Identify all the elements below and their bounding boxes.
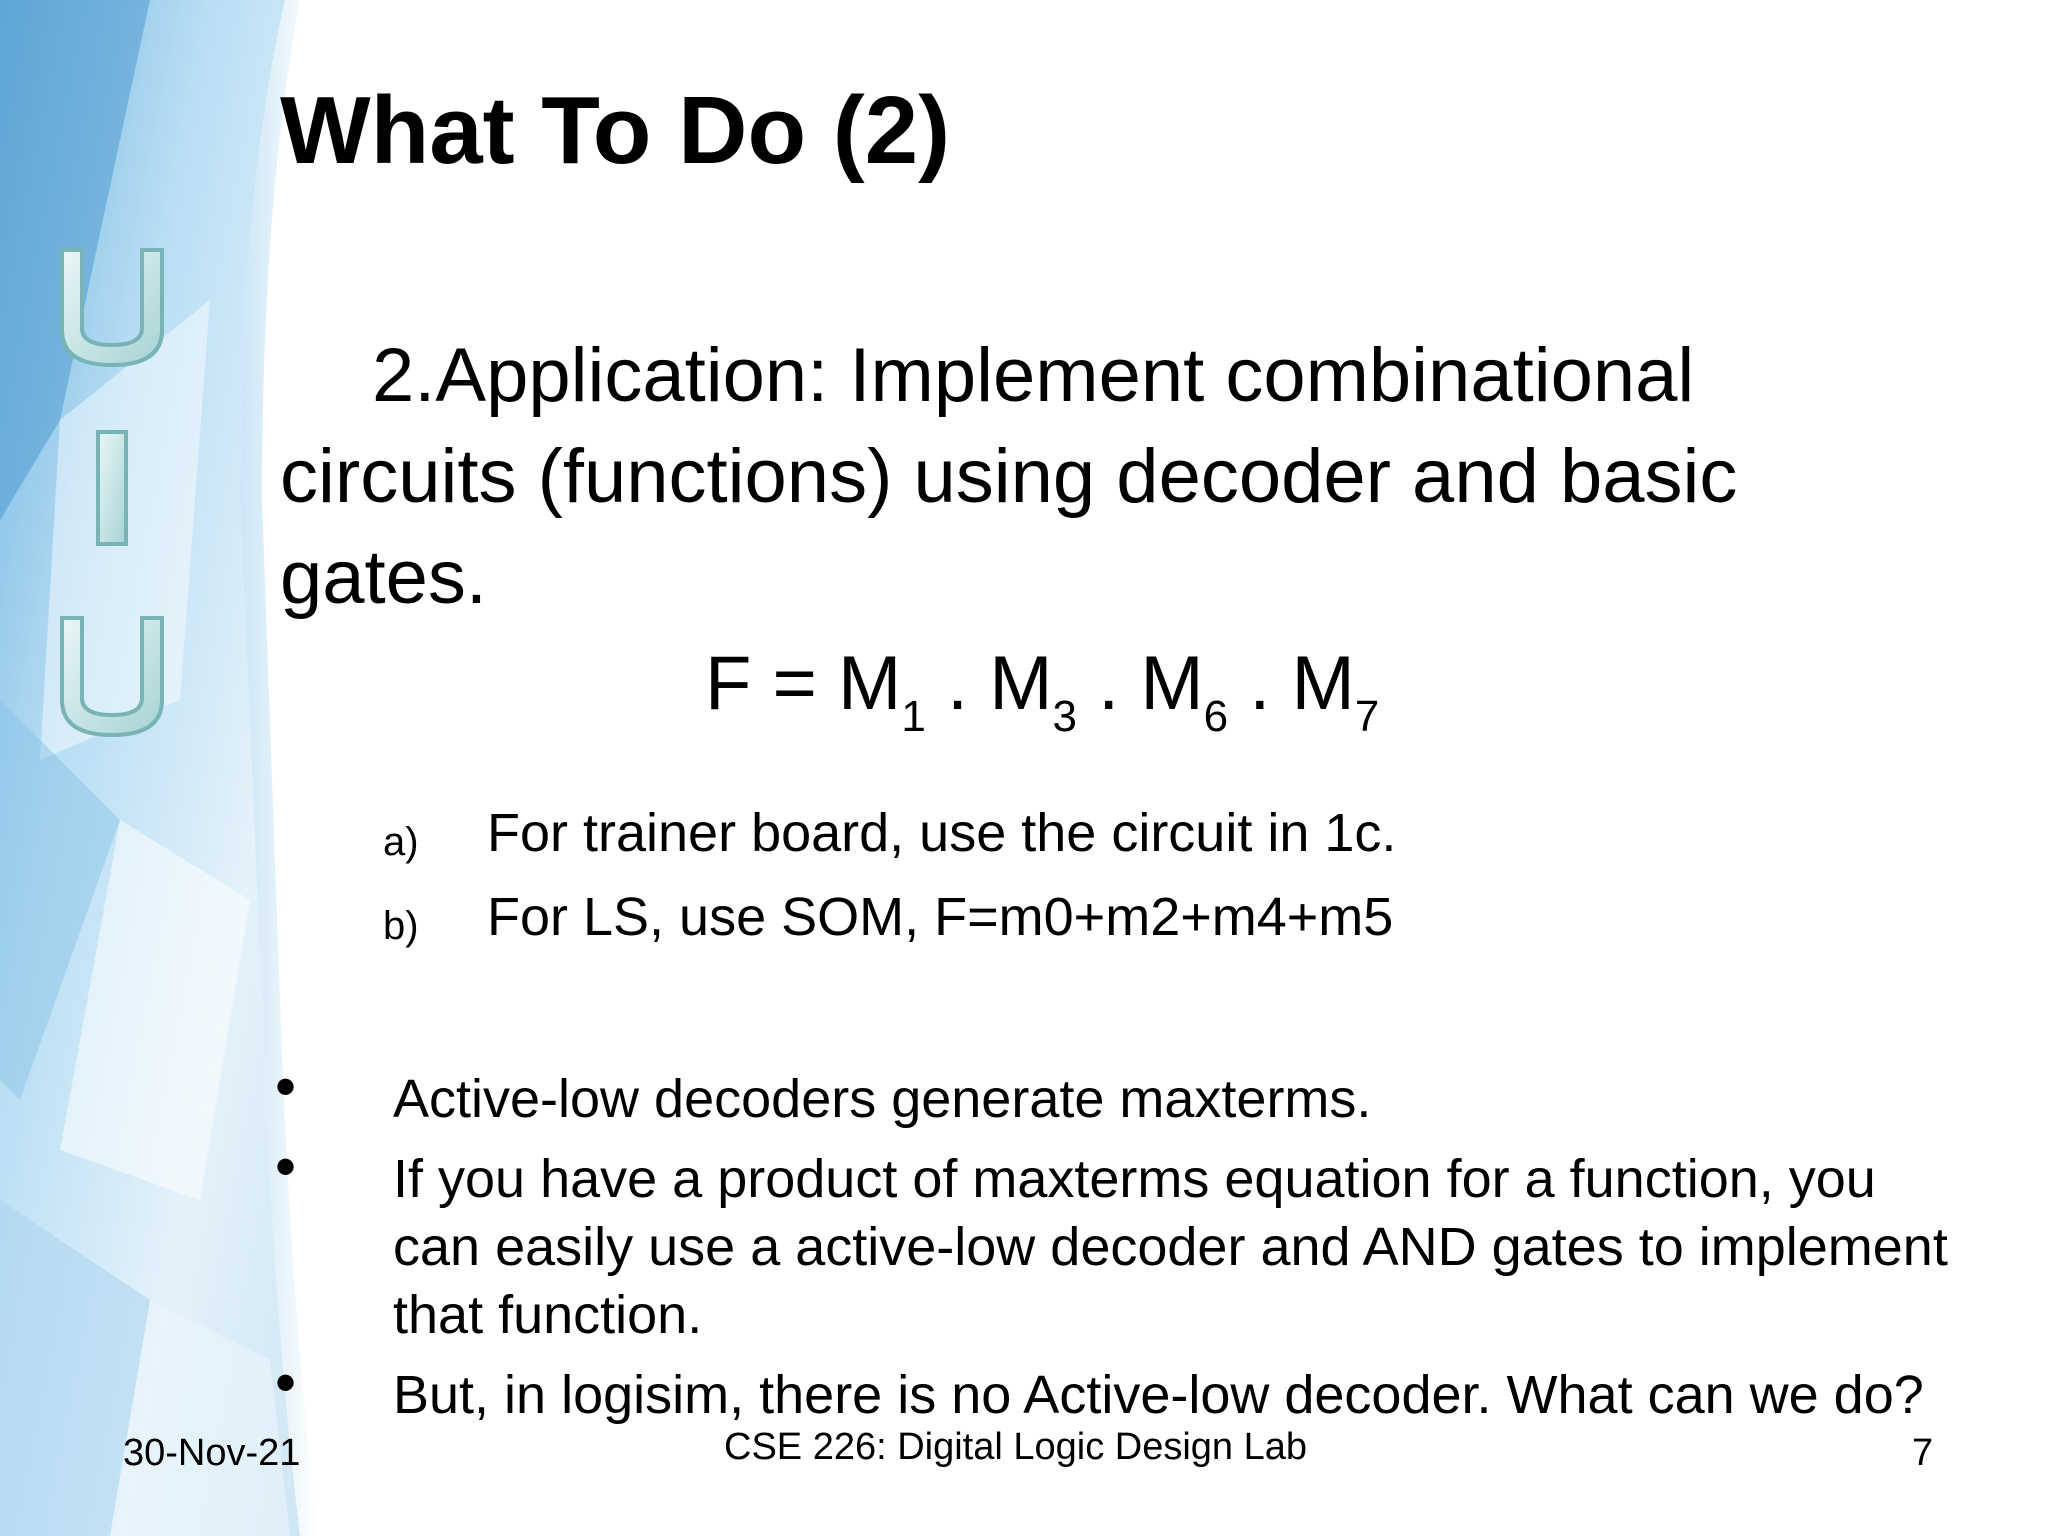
bullet-icon: • bbox=[275, 1053, 297, 1120]
footer-date: 30-Nov-21 bbox=[123, 1432, 301, 1474]
sub-list-text: For LS, use SOM, F=m0+m2+m4+m5 bbox=[487, 887, 1394, 947]
equation: $F = M_1$ . $M_3$ . $M_6$ . $M_7$ bbox=[705, 641, 1380, 741]
bullet-item bbox=[275, 1133, 1955, 1349]
sub-list-item bbox=[383, 800, 1943, 884]
logo-letter-i bbox=[98, 432, 126, 544]
sub-list bbox=[383, 800, 1943, 968]
sub-list-marker: a) bbox=[383, 820, 419, 864]
bullet-text: Active-low decoders generate maxterms. bbox=[393, 1069, 1372, 1129]
sub-list-marker: b) bbox=[383, 904, 419, 948]
sub-list-item bbox=[383, 884, 1943, 968]
footer-page-number: 7 bbox=[1912, 1432, 1934, 1474]
decorative-side-panel bbox=[0, 0, 320, 1536]
bullet-icon: • bbox=[275, 1349, 297, 1416]
equation-term: $M_1$ bbox=[838, 641, 926, 741]
blue-crystal-background bbox=[0, 0, 320, 1536]
bullet-icon: • bbox=[275, 1133, 297, 1200]
slide-title: What To Do (2) bbox=[280, 77, 951, 184]
equation-term: $M_3$ bbox=[989, 641, 1077, 741]
equation-term: $M_6$ bbox=[1140, 641, 1229, 741]
bullet-text: But, in logisim, there is no Active-low decoder. What can we do? bbox=[393, 1365, 1924, 1425]
bullet-list bbox=[275, 1053, 1955, 1441]
bullet-text: If you have a product of maxterms equation for a function, you can easily use a active-low decoder and AND gates to implement that function. bbox=[393, 1149, 1948, 1345]
equation-term: $M_7$ bbox=[1291, 641, 1380, 741]
intro-text: 2.Application: Implement combinational circuits (functions) using decoder and basic gates. bbox=[280, 333, 1738, 620]
equation-lhs: F = bbox=[705, 641, 839, 726]
bullet-item bbox=[275, 1349, 1955, 1429]
intro-paragraph bbox=[280, 325, 1900, 628]
footer-course-title: CSE 226: Digital Logic Design Lab bbox=[724, 1426, 1308, 1468]
bullet-item bbox=[275, 1053, 1955, 1133]
sub-list-text: For trainer board, use the circuit in 1c. bbox=[487, 803, 1397, 863]
